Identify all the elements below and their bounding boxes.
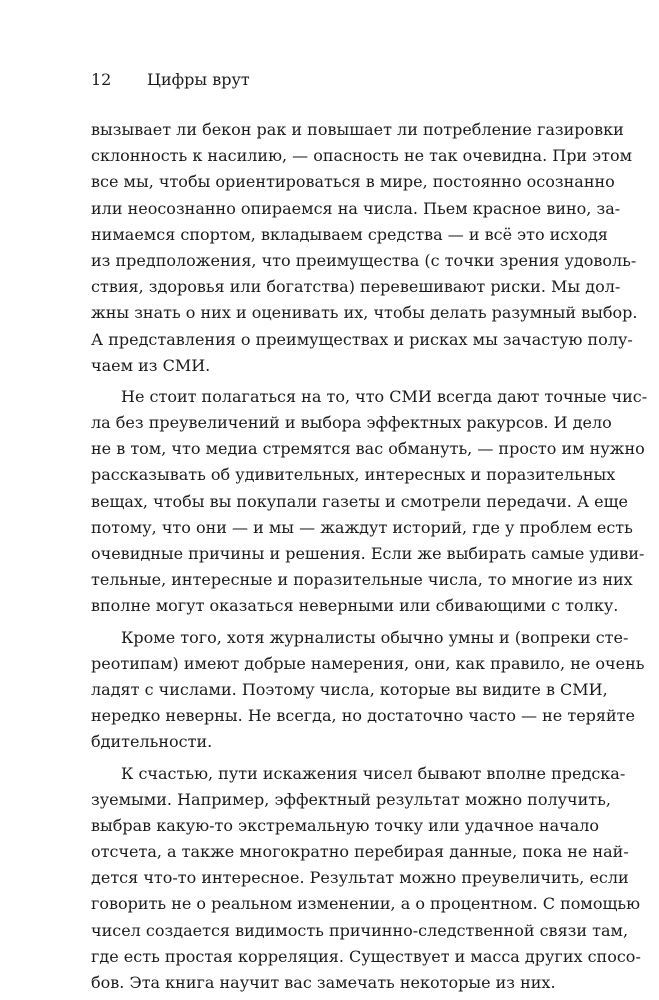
paragraph xyxy=(91,625,645,756)
text-line: бдительности. xyxy=(91,732,213,752)
text-line: отсчета, а также многократно перебирая данные, пока не най- xyxy=(91,842,629,862)
paragraph xyxy=(91,384,648,620)
text-line: тельные, интересные и поразительные числа, то многие из них xyxy=(91,570,633,590)
text-line: чисел создается видимость причинно-следственной связи там, xyxy=(91,920,629,940)
text-line: не в том, что медиа стремятся вас обмануть, — просто им нужно xyxy=(91,439,645,459)
text-line: зуемыми. Например, эффектный результат можно получить, xyxy=(91,789,611,809)
text-line: выбрав какую-то экстремальную точку или удачное начало xyxy=(91,815,600,835)
text-line: ладят с числами. Поэтому числа, которые вы видите в СМИ, xyxy=(91,679,608,699)
text-line: вызывает ли бекон рак и повышает ли потребление газировки xyxy=(91,120,624,139)
text-line: К счастью, пути искажения чисел бывают вполне предска- xyxy=(121,763,626,783)
text-line: жны знать о них и оценивать их, чтобы делать разумный выбор. xyxy=(91,303,638,323)
text-line: говорить не о реальном изменении, а о процентном. С помощью xyxy=(91,894,640,914)
text-line: вполне могут оказаться неверными или сбивающими с толку. xyxy=(91,596,619,616)
text-line: из предположения, что преимущества (с точки зрения удоволь- xyxy=(91,250,637,270)
page-number: 12 xyxy=(91,70,112,89)
text-line: реотипам) имеют добрые намерения, они, как правило, не очень xyxy=(91,653,645,673)
text-line: рассказывать об удивительных, интересных и поразительных xyxy=(91,465,616,485)
text-line: все мы, чтобы ориентироваться в мире, постоянно осознанно xyxy=(91,172,615,192)
text-line: Не стоит полагаться на то, что СМИ всегда дают точные чис- xyxy=(121,386,648,406)
text-line: бов. Эта книга научит вас замечать некоторые из них. xyxy=(91,973,556,992)
text-line: вещах, чтобы вы покупали газеты и смотрели передачи. А еще xyxy=(91,491,628,511)
paragraph xyxy=(91,761,641,997)
paragraph xyxy=(91,117,638,379)
body-text xyxy=(91,117,648,996)
text-line: нимаемся спортом, вкладываем средства — и всё это исходя xyxy=(91,224,608,244)
text-line: ствия, здоровья или богатства) перевешивают риски. Мы дол- xyxy=(91,277,621,297)
text-line: где есть простая корреляция. Существует и масса других спосо- xyxy=(91,946,641,966)
text-line: потому, что они — и мы — жаждут историй, где у проблем есть xyxy=(91,517,633,537)
text-line: А представления о преимуществах и рисках мы зачастую полу- xyxy=(91,329,633,349)
running-title: Цифры врут xyxy=(147,70,250,89)
text-line: Кроме того, хотя журналисты обычно умны и (вопреки сте- xyxy=(121,627,629,647)
text-line: ла без преувеличений и выбора эффектных ракурсов. И дело xyxy=(91,413,612,433)
text-line: очевидные причины и решения. Если же выбирать самые удиви- xyxy=(91,544,645,563)
text-line: или неосознанно опираемся на числа. Пьем красное вино, за- xyxy=(91,198,621,218)
text-line: склонность к насилию, — опасность не так очевидна. При этом xyxy=(91,146,633,166)
text-line: дется что-то интересное. Результат можно преувеличить, если xyxy=(91,868,629,888)
text-line: нередко неверны. Не всегда, но достаточно часто — не теряйте xyxy=(91,706,635,726)
text-line: чаем из СМИ. xyxy=(91,355,211,375)
running-head xyxy=(91,70,250,90)
